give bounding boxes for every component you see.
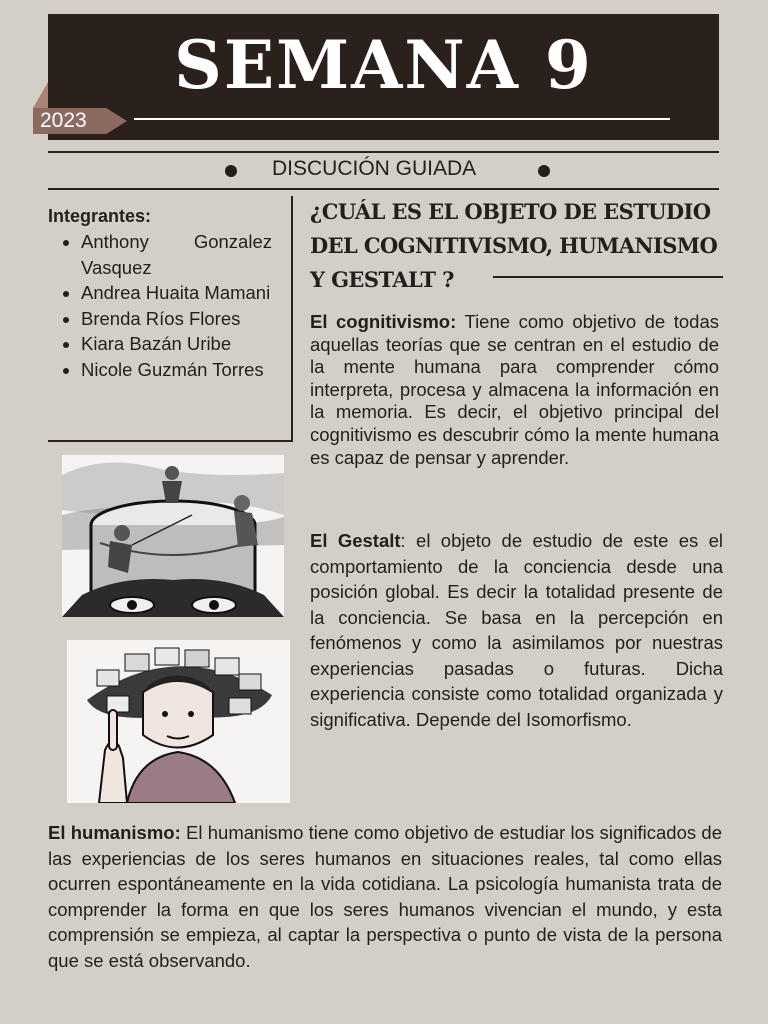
humanismo-term: El humanismo: — [48, 822, 181, 843]
page-title: SEMANA 9 — [174, 26, 593, 104]
members-box — [48, 203, 272, 382]
bullet-dot-right — [538, 165, 550, 177]
open-head-illustration — [62, 455, 284, 617]
ribbon-fold — [33, 82, 48, 108]
cognitivismo-text: Tiene como objetivo de todas aquellas teorías que se centran en el estudio de la mente humana para comprender cómo interpreta, procesa y almacena la información en la memoria. Es decir, el objetivo principal del cognitivismo es descubrir cómo la mente humana es capaz de pensar y aprender. — [310, 311, 719, 468]
members-border-right — [291, 196, 293, 442]
member-item: • Nicole Guzmán Torres — [81, 357, 272, 383]
cognitivismo-paragraph — [310, 311, 719, 469]
discussion-label: DISCUCIÓN GUIADA — [272, 157, 477, 180]
cognitivismo-term: El cognitivismo: — [310, 311, 457, 332]
thinking-person-illustration — [67, 640, 290, 803]
question-underline — [493, 276, 723, 278]
gestalt-paragraph — [310, 528, 723, 732]
member-item: • Anthony Gonzalez Vasquez — [81, 229, 272, 280]
members-border-bottom — [48, 440, 293, 442]
question-heading: ¿CUÁL ES EL OBJETO DE ESTUDIO DEL COGNITIVISMO, HUMANISMO Y GESTALT ? — [310, 199, 718, 292]
header-banner — [48, 14, 719, 140]
year-label: 2023 — [40, 109, 87, 132]
gestalt-term: El Gestalt — [310, 530, 401, 551]
bottom-rule — [48, 188, 719, 190]
members-list — [48, 229, 272, 382]
member-item: • Brenda Ríos Flores — [81, 306, 272, 332]
members-label: Integrantes: — [48, 206, 152, 226]
header-divider — [134, 118, 670, 120]
humanismo-text: El humanismo tiene como objetivo de estudiar los significados de las experiencias de los seres humanos en situaciones reales, tal como ellas ocurren espontáneamente en la vida cotidiana. La psicología humanista trata de comprender la forma en que los seres humanos vivencian el mundo, y esta comprensión se empieza, al captar la perspectiva o punto de vista de la persona que se está observando. — [48, 822, 722, 971]
bullet-dot-left — [225, 165, 237, 177]
top-rule — [48, 151, 719, 153]
humanismo-paragraph — [48, 820, 722, 973]
member-item: • Kiara Bazán Uribe — [81, 331, 272, 357]
member-item: • Andrea Huaita Mamani — [81, 280, 272, 306]
gestalt-text: : el objeto de estudio de este es el comportamiento de la conciencia desde una posición global. Es decir la totalidad presente de la conciencia. Se basa en la percepción en fenómenos y como la asimilamos por nuestras experiencias pasadas o futuras. Dicha experiencia consiste como totalidad organizada y significativa. Depende del Isomorfismo. — [310, 530, 723, 730]
